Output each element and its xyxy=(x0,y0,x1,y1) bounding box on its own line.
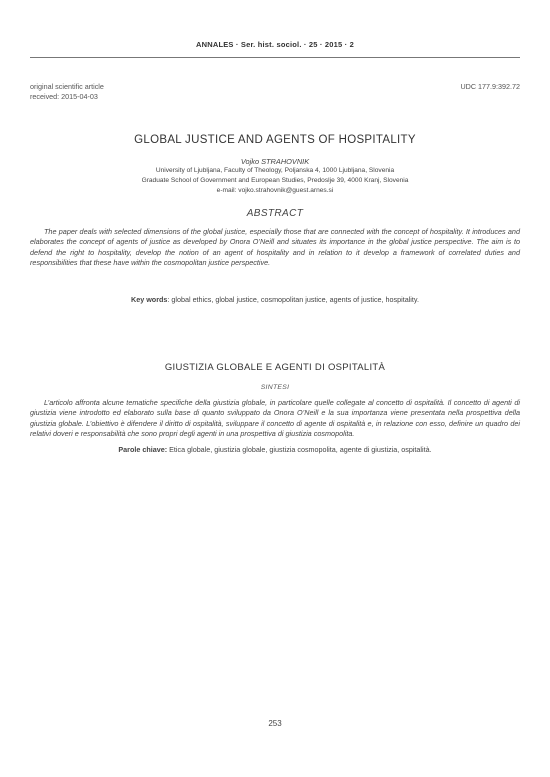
affiliation-1: University of Ljubljana, Faculty of Theology, Poljanska 4, 1000 Ljubljana, Slovenia xyxy=(155,167,395,174)
author-name: Vojko STRAHOVNIK xyxy=(240,157,310,166)
keywords xyxy=(30,295,520,304)
parole-chiave-label: Parole chiave: xyxy=(118,445,168,454)
keywords-label: Key words xyxy=(131,295,168,304)
running-header: ANNALES · Ser. hist. sociol. · 25 · 2015 · 2 xyxy=(195,40,354,49)
page-number: 253 xyxy=(268,719,282,728)
parole-chiave-list: Etica globale, giustizia globale, giustizia cosmopolita, agente di giustizia, ospitalità. xyxy=(167,445,432,454)
sintesi-text: L’articolo affronta alcune tematiche specifiche della giustizia globale, in particolare quelle collegate al concetto di ospitalità. Il concetto di agenti di giustizia viene introdotto ed elaborato sulla base di quanto sviluppato da Onora O’Neill e la sua importanza viene presentata nella prospettiva della giustizia globale. L’obiettivo è difendere il diritto di ospitalità, sviluppare il concetto di agente di ospitalità e, in relazione con esso, definire un quadro dei relativi doveri e responsabilità che sono propri degli agenti in una prospettiva di giustizia cosmopolita. xyxy=(30,398,520,438)
sintesi-heading: SINTESI xyxy=(260,384,290,391)
article-meta xyxy=(30,82,520,102)
abstract-text: The paper deals with selected dimensions of the global justice, especially those that are connected with the concept of hospitality. It introduces and elaborates the concept of agents of justice as developed by Onora O’Neill and situates its importance in the global justice perspective. The aim is to defend the right to hospitality, develop the notion of an agent of hospitality and in relation to it develop a framework of correlated duties and responsibilities that these have within the cosmopolitan justice perspective. xyxy=(30,227,520,267)
article-title: GLOBAL JUSTICE AND AGENTS OF HOSPITALITY xyxy=(134,134,416,146)
italian-title: GIUSTIZIA GLOBALE E AGENTI DI OSPITALITÀ xyxy=(164,362,386,373)
keywords-list: : global ethics, global justice, cosmopolitan justice, agents of justice, hospitality. xyxy=(167,295,419,304)
abstract-heading: ABSTRACT xyxy=(246,208,304,219)
received-date: received: 2015-04-03 xyxy=(30,92,98,101)
udc-code: UDC 177.9:392.72 xyxy=(460,82,520,91)
parole-chiave xyxy=(30,445,520,454)
author-email: e-mail: vojko.strahovnik@guest.arnes.si xyxy=(216,187,334,194)
article-type: original scientific article xyxy=(30,82,104,91)
header-rule xyxy=(30,57,520,58)
affiliation-2: Graduate School of Government and European Studies, Predoslje 39, 4000 Kranj, Slovenia xyxy=(141,177,409,184)
